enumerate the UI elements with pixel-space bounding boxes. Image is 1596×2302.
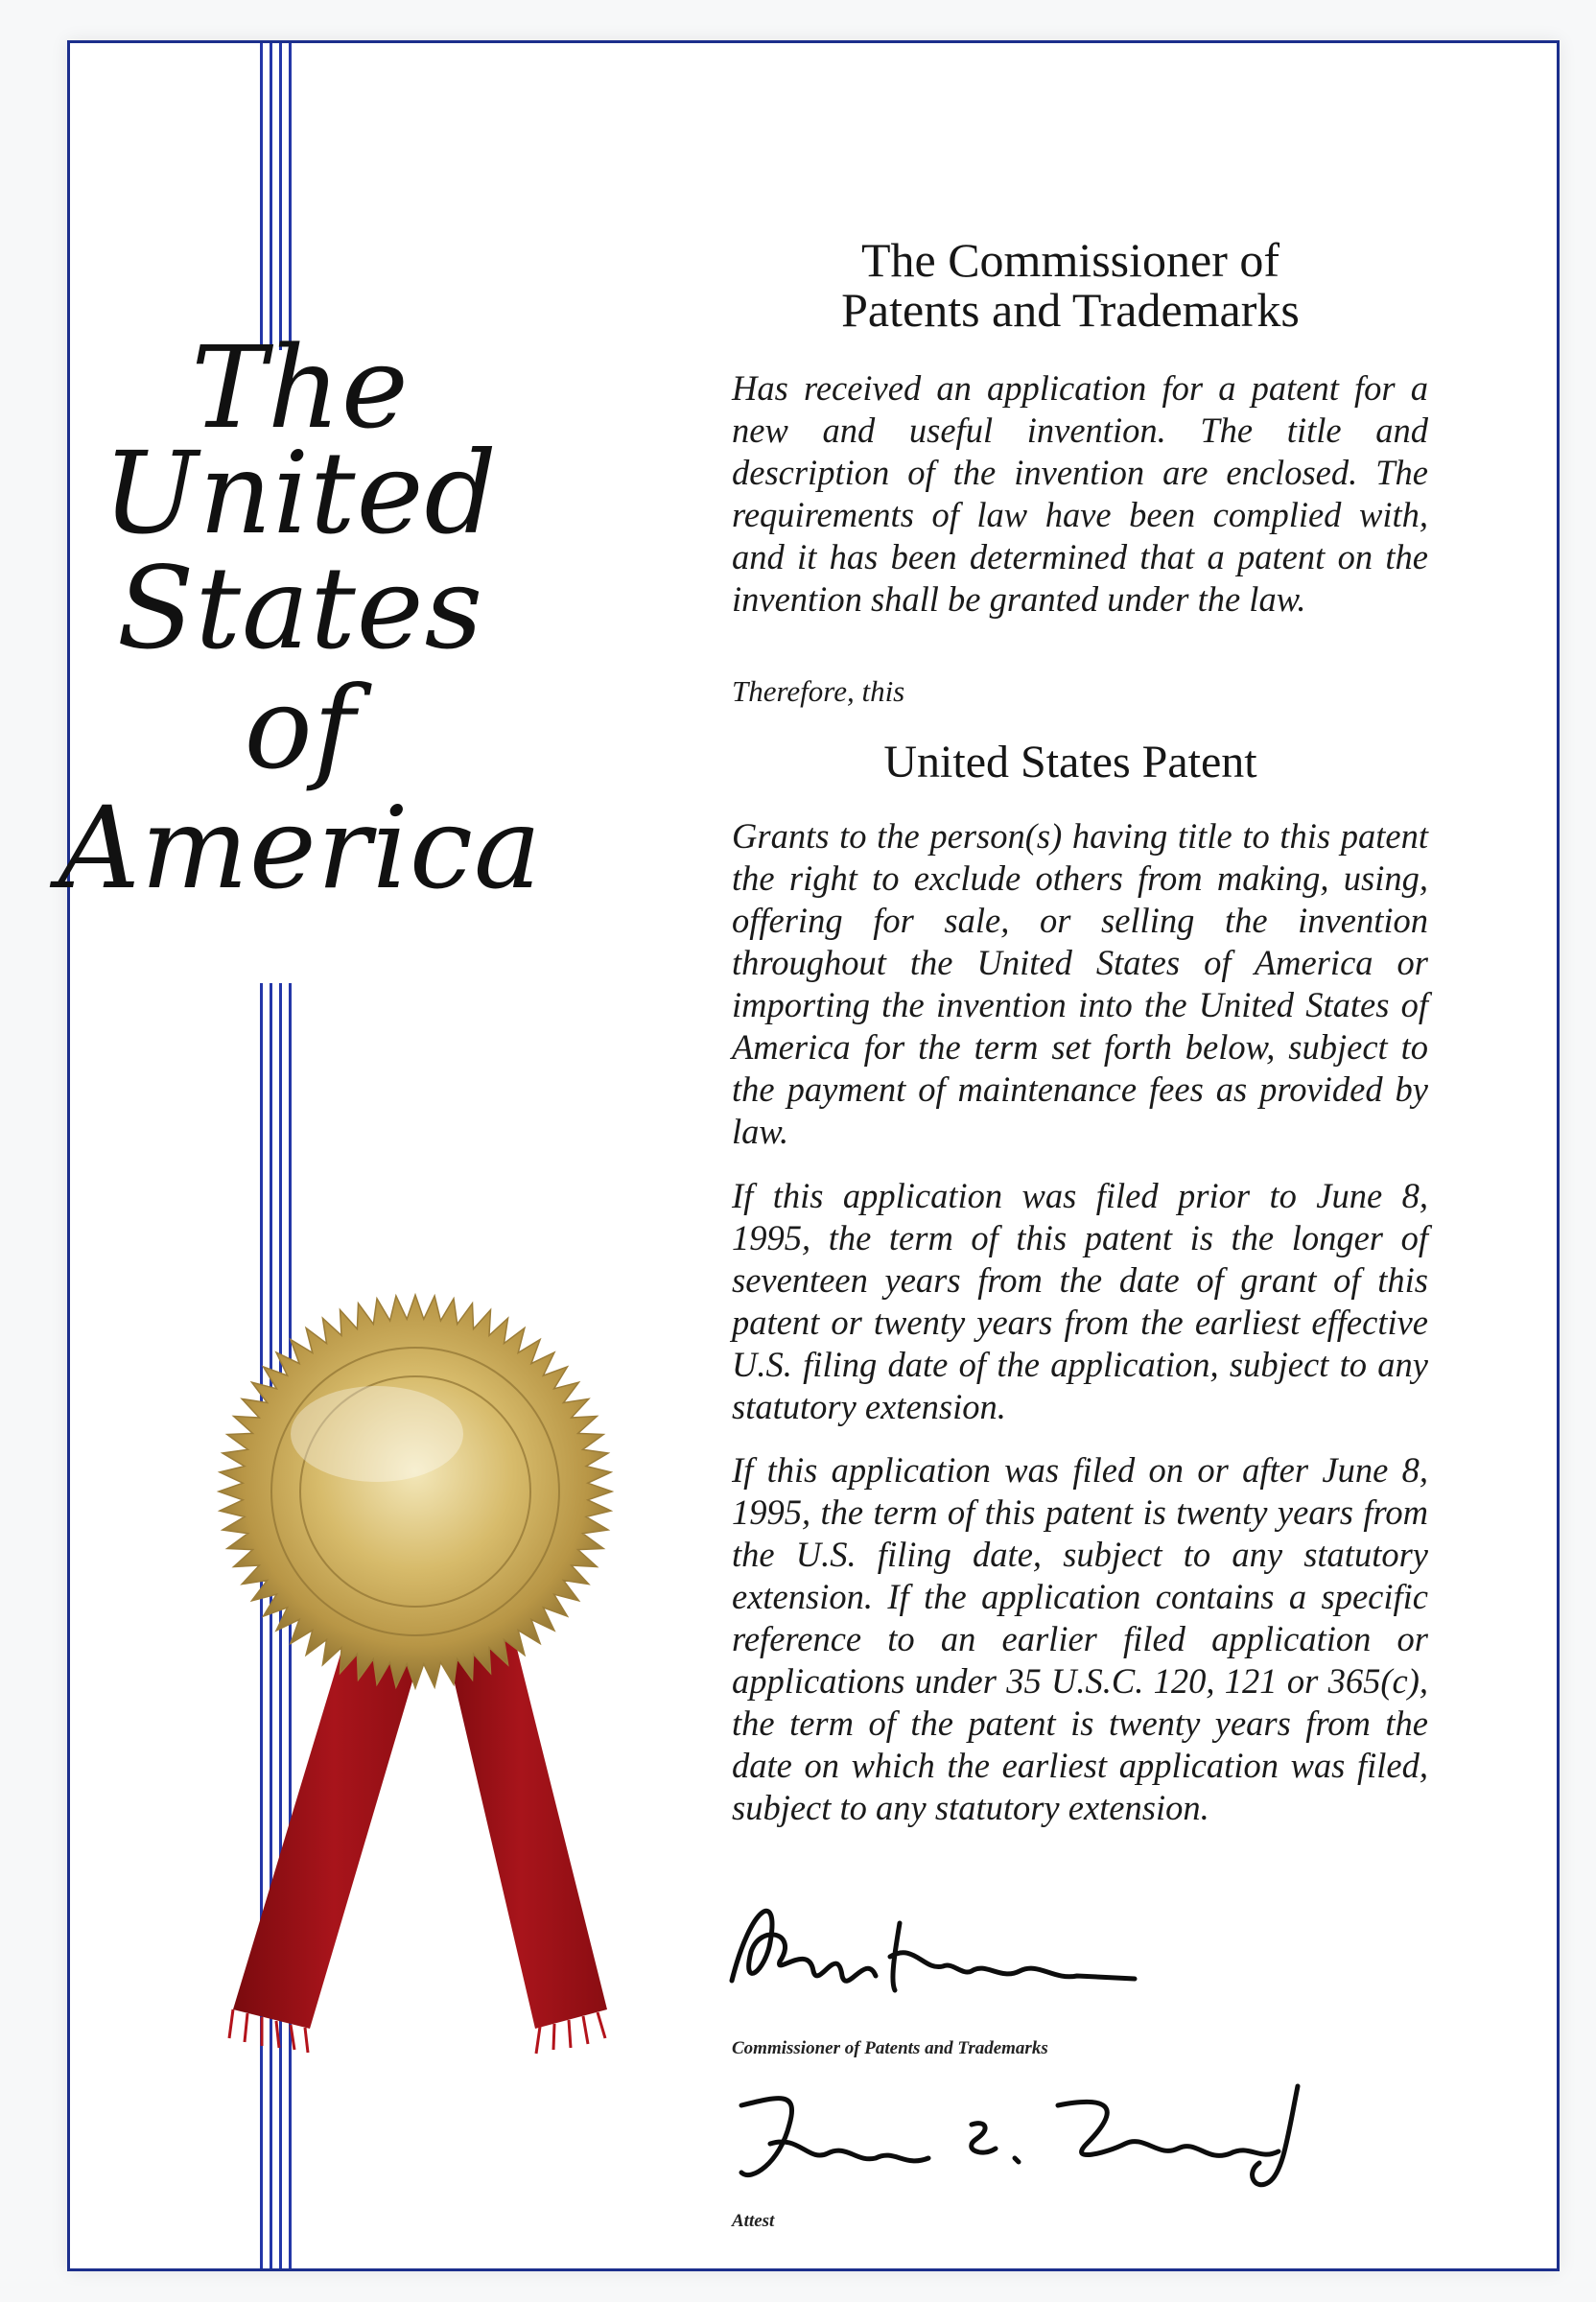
heading-line-1: The Commissioner of xyxy=(860,233,1280,287)
after-1995-block xyxy=(732,1449,1428,1829)
seal-body xyxy=(219,1295,612,1688)
received-paragraph-block xyxy=(732,367,1428,621)
heading-block xyxy=(722,235,1419,335)
seal-highlight xyxy=(291,1386,463,1482)
emblem-word-the: The xyxy=(191,321,410,454)
after-1995-paragraph: If this application was filed on or after June 8, 1995, the term of this patent is twenty years from the U.S. filing date, subject to any statutory extension. If the application contains a specific reference to an earlier filed application or applications under 35 U.S.C. 120, 121 or 365(c), the term of the patent is twenty years from the date on which the earliest application was filed, subject to any statutory extension. xyxy=(732,1450,1428,1827)
therefore-block xyxy=(732,670,1428,713)
emblem-word-america: America xyxy=(58,782,543,914)
emblem-word-of: of xyxy=(244,662,357,794)
attest-signature xyxy=(722,2067,1355,2201)
grants-paragraph-block xyxy=(732,815,1428,1153)
emblem-word-united: United xyxy=(103,427,498,559)
seal-serrated-edge xyxy=(219,1295,612,1688)
patent-title: United States Patent xyxy=(883,737,1257,787)
commissioner-signature xyxy=(722,1885,1144,2009)
heading-line-2: Patents and Trademarks xyxy=(841,283,1300,337)
therefore-text: Therefore, this xyxy=(732,674,905,708)
prior-1995-block xyxy=(732,1175,1428,1428)
received-paragraph: Has received an application for a patent for a new and useful invention. The title and description of the invention are enclosed. The requirements of law have been complied with, and it has been determined that a patent on the invention shall be granted under the law. xyxy=(732,368,1428,619)
certificate-sheet xyxy=(58,40,1560,2271)
patent-title-block xyxy=(722,738,1419,787)
prior-1995-paragraph: If this application was filed prior to June 8, 1995, the term of this patent is the longer of seventeen years from the date of grant of this patent or twenty years from the earliest effective U.S. filing date of the application, subject to any statutory extension. xyxy=(732,1176,1428,1426)
gold-seal-icon xyxy=(195,1280,636,2125)
commissioner-caption: Commissioner of Patents and Trademarks xyxy=(732,2038,1048,2058)
grants-paragraph: Grants to the person(s) having title to this patent the right to exclude others from making, using, offering for sale, or selling the invention throughout the United States of America or importing the invention into the United States of America for the term set forth below, subject to the payment of maintenance fees as provided by law. xyxy=(732,816,1428,1151)
emblem-word-states: States xyxy=(116,542,484,674)
attest-caption: Attest xyxy=(732,2211,775,2231)
